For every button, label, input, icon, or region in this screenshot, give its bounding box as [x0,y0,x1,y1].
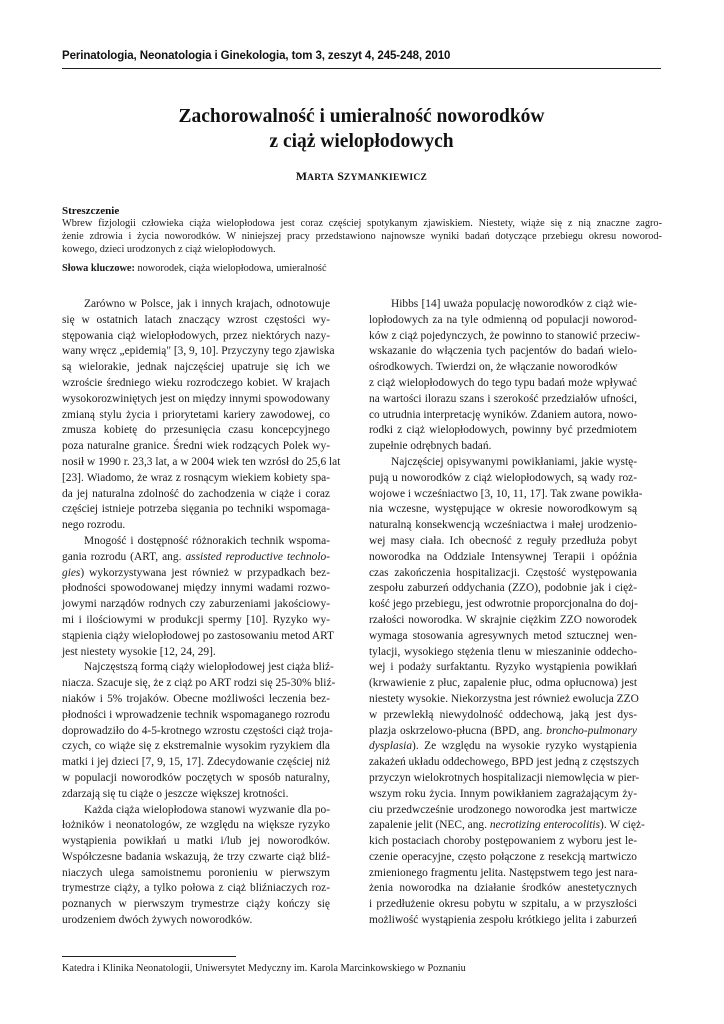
text-line: Mnogość i dostępność różnorakich technik wspoma- [84,534,330,547]
italic-term: assisted reproductive technolo- [185,550,331,563]
italic-term: dysplasia [369,740,413,753]
header-rule [62,68,661,69]
text-line: w populacji noworodków poczętych w sposób naturalny, [62,771,330,784]
author [62,169,661,184]
article-title [62,104,661,154]
text-line: [23]. Wiadomo, że wraz z rosnącym wiekiem kobiety spa- [62,471,330,484]
text-line: wzroście średniego wieku rozrodczego kobiet. W krajach [62,376,330,389]
text-line: płodności spowodowanej między innymi wadami rozwo- [62,582,330,595]
text-line: żenia noworodka na działanie środków anestetycznych [369,882,637,895]
text-line: przyczyn wielokrotnych hospitalizacji niemowlęcia w pier- [369,771,640,784]
abstract-line: żenie zdrowia i życia noworodków. W niniejszej pracy przedstawiono najnowsze wyniki badań dotyczące przebiegu okresu noworod- [62,230,662,242]
text-line: na wartości ilorazu szans i szerokość przedziałów ufności, [369,392,637,405]
text-line: wysokorozwiniętych jest on między innymi spowodowany [62,392,330,405]
text-line: pują u noworodków z ciąż wielopłodowych, są wady roz- [369,471,637,484]
author-first-initial: M [295,169,308,183]
text-line: nego rozrodu. [62,519,126,532]
text-line: wej i podaży surfaktantu. Ryzyko wystąpienia powikłań [369,661,637,674]
text-line: wskazanie do włączenia tych pacjentów do badań wielo- [369,345,637,358]
text-line: w przewlekłą niewydolność oddechową, jaką jest dys- [369,708,637,721]
italic-term: broncho-pulmonary [546,724,637,737]
text-line: ciu przedwcześnie urodzonego noworodka jest martwicze [369,803,637,816]
text-line: niacza. Szacuje się, że z ciąż po ART rodzi się 25-30% bliź- [62,677,336,690]
text-line: Zarówno w Polsce, jak i innych krajach, odnotowuje [84,298,330,310]
text-line: poza naturalne granice. Średni wiek rodzących Polek wy- [62,440,330,453]
text-line: zakażeń układu oddechowego, BPD jest jedną z częstszych [369,756,640,769]
text-line: wymaga stosowania agresywnych metod sztucznej wen- [369,629,637,642]
text-line: naturalną konsekwencją wcześniactwa i małej urodzenio- [369,519,637,532]
abstract-text [62,218,662,256]
text-line: jowymi narządów rodnych czy zaburzeniami jakościowy- [62,598,330,611]
text-line: rzałości noworodka. W skrajnie ciężkim ZZO noworodek [369,613,637,626]
text-line: doprowadziło do 4-5-krotnego wzrostu częstości ciąż troja- [62,724,333,737]
text-line: możliwość wystąpienia zespołu krótkiego jelita i zaburzeń [369,914,637,927]
text-line: lopłodowych za na tyle odmienną od populacji noworod- [369,313,637,326]
text-line: zupełnie odrębnych badań. [369,440,492,453]
abstract-heading: Streszczenie [62,205,120,217]
text-line: da jej naturalna zdolność do zachodzenia w ciąże i coraz [62,487,330,500]
text-line: stąpienia ciąży wielopłodowej po zastosowaniu metod ART [62,629,334,642]
keywords [62,262,662,275]
abstract-line: Wbrew fizjologii człowieka ciąża wielopłodowa jest coraz częściej spotykanym zjawiskiem. Niestety, wiąże się z nią znaczne zagro- [62,218,662,229]
footnote-rule [62,956,236,957]
text-line: gania rozrodu (ART, ang. assisted reproductive technolo- [62,550,331,563]
text-line: czas zakończenia hospitalizacji. Częstość występowania [369,566,637,579]
text-line: łożników i neonatologów, ze względu na większe ryzyko [62,819,330,832]
abstract-line: kowego, dzieci urodzonych z ciąż wielopłodowych. [62,243,276,255]
text-line: Najczęstszą formą ciąży wielopłodowej jest ciąża bliź- [84,661,334,674]
text-line: dysplasia). Ze względu na wysokie ryzyko wystąpienia [369,740,637,753]
text-line: wany wręcz „epidemią" [3, 9, 10]. Przyczyny tego zjawiska [62,345,335,358]
text-line: i przedłużenie okresu pobytu w szpitalu, a w przyszłości [369,898,637,911]
text-line: zespołu zaburzeń oddychania (ZZO), podobnie jak i cięż- [369,582,637,595]
text-line: wojowe i wcześniactwo [3, 10, 11, 17]. Tak zwane powikła- [369,487,643,500]
text-line: rodki z ciąż wielopłodowych, powinny być przedmiotem [369,424,637,437]
text-line: płodności i wprowadzenie technik wspomaganego rozrodu [62,708,330,721]
text-line: kość jego przebiegu, jest odwrotnie proporcjonalna do doj- [369,598,638,611]
keywords-value: noworodek, ciąża wielopłodowa, umieralność [134,263,327,274]
text-line: Hibbs [14] uważa populację noworodków z ciąż wie- [391,298,637,310]
text-line: z ciąż wielopłodowych do tego typu badań może wpływać [369,376,637,389]
text-line: Współczesne badania wskazują, że trzy czwarte ciąż bliź- [62,850,330,863]
text-line: ośrodkowych. Twierdzi on, że włączanie noworodków [369,361,618,374]
text-line: stępowania ciąż wielopłodowych, przez niektórych nazy- [62,329,330,342]
body-column-left [62,297,341,929]
text-line: się w ostatnich latach znaczący wzrost częstości wy- [62,313,330,326]
author-last-initial: S [337,169,344,183]
author-first-rest: ARTA [307,173,335,183]
text-line: nosił w 1990 r. 23,3 lat, a w 2004 wiek ten wzrósł do 25,6 lat [62,455,341,468]
text-line: zmusza kobietę do przesunięcia czasu koncepcyjnego [62,424,330,437]
text-line: noworodka na Oddziale Intensywnej Terapii i opóźnia [369,550,637,563]
text-line: zdarzają się tu ciąże o jeszcze większej krotności. [62,787,289,800]
text-line: czych, co wiąże się z ekstremalnie wysokim ryzykiem dla [62,740,330,753]
text-line: nia wczesne, występujące w okresie noworodkowym są [369,503,637,516]
text-line: (krwawienie z płuc, zapalenie płuc, odma opłucnowa) jest [369,677,637,690]
text-line: niaków i 5% trojaków. Obecne możliwości leczenia bez- [62,692,330,705]
text-line: są wielorakie, jednak najczęściej upatruje się ich we [62,361,330,374]
text-line: poznanych w pierwszym trymestrze ciąży kończy się [62,898,330,911]
title-line-2: z ciąż wielopłodowych [269,131,454,152]
text-line: częściej istnieje potrzeba sięgania po techniki wspomaga- [62,503,330,516]
text-line: trymestrze ciąży, a tylko połowa z ciąż bliźniaczych roz- [62,882,330,895]
text-line: Każda ciąża wielopłodowa stanowi wyzwanie dla po- [84,803,330,816]
text-line: tylacji, wysokiego stężenia tlenu w mieszaninie oddecho- [369,645,637,658]
text-line: wystąpienia powikłań u matki i/lub jej noworodków. [62,835,330,848]
affiliation-footnote: Katedra i Klinika Neonatologii, Uniwersytet Medyczny im. Karola Marcinkowskiego w Poznaniu [62,963,466,974]
body-column-right [369,297,645,929]
text-line: niaczych ulega samoistnemu poronieniu w pierwszym [62,866,330,879]
title-line-1: Zachorowalność i umieralność noworodków [178,106,545,127]
author-last-rest: ZYMANKIEWICZ [343,173,428,183]
italic-term: necrotizing enterocolitis [489,819,601,832]
text-line: matki i jej dzieci [7, 9, 15, 17]. Zdecydowanie częściej niż [62,756,330,769]
text-line: co utrudnia interpretację wyników. Zdaniem autora, nowo- [369,408,638,421]
text-line: zmianą stylu życia i priorytetami kariery zawodowej, co [62,408,330,421]
text-line: gies) wykorzystywana jest również w przypadkach bez- [62,566,330,579]
text-line: jest niestety wysokie [12, 24, 29]. [62,645,216,658]
journal-header: Perinatologia, Neonatologia i Ginekologia, tom 3, zeszyt 4, 245-248, 2010 [62,50,451,62]
text-line: Najczęściej opisywanymi powikłaniami, jakie wystę- [391,455,637,468]
text-line: urodzeniem dwóch żywych noworodków. [62,914,253,927]
text-line: kich postaciach choroby postępowaniem z wyboru jest le- [369,835,637,848]
italic-term: gies [62,566,81,579]
text-line: mi i ilościowymi w produkcji spermy [10]. Ryzyko wy- [62,613,330,626]
text-line: niestety wysokie. Niekorzystna jest również ewolucja ZZO [369,692,639,705]
text-line: ków z ciąż pojedynczych, że powinno to stanowić przeciw- [369,329,641,342]
text-line: wszym roku życia. Innym powikłaniem zagrażającym ży- [369,787,637,800]
text-line: czenie operacyjne, często połączone z resekcją martwiczo [369,850,637,863]
keywords-label: Słowa kluczowe: [62,263,135,274]
text-line: zmienionego fragmentu jelita. Następstwem tego jest nara- [369,866,638,879]
text-line: plazja oskrzelowo-płucna (BPD, ang. broncho-pulmonary [369,724,637,737]
text-line: wej masy ciała. Ich obecność z reguły przedłuża pobyt [369,534,637,547]
text-line: zapalenie jelit (NEC, ang. necrotizing enterocolitis). W cięż- [369,819,645,832]
